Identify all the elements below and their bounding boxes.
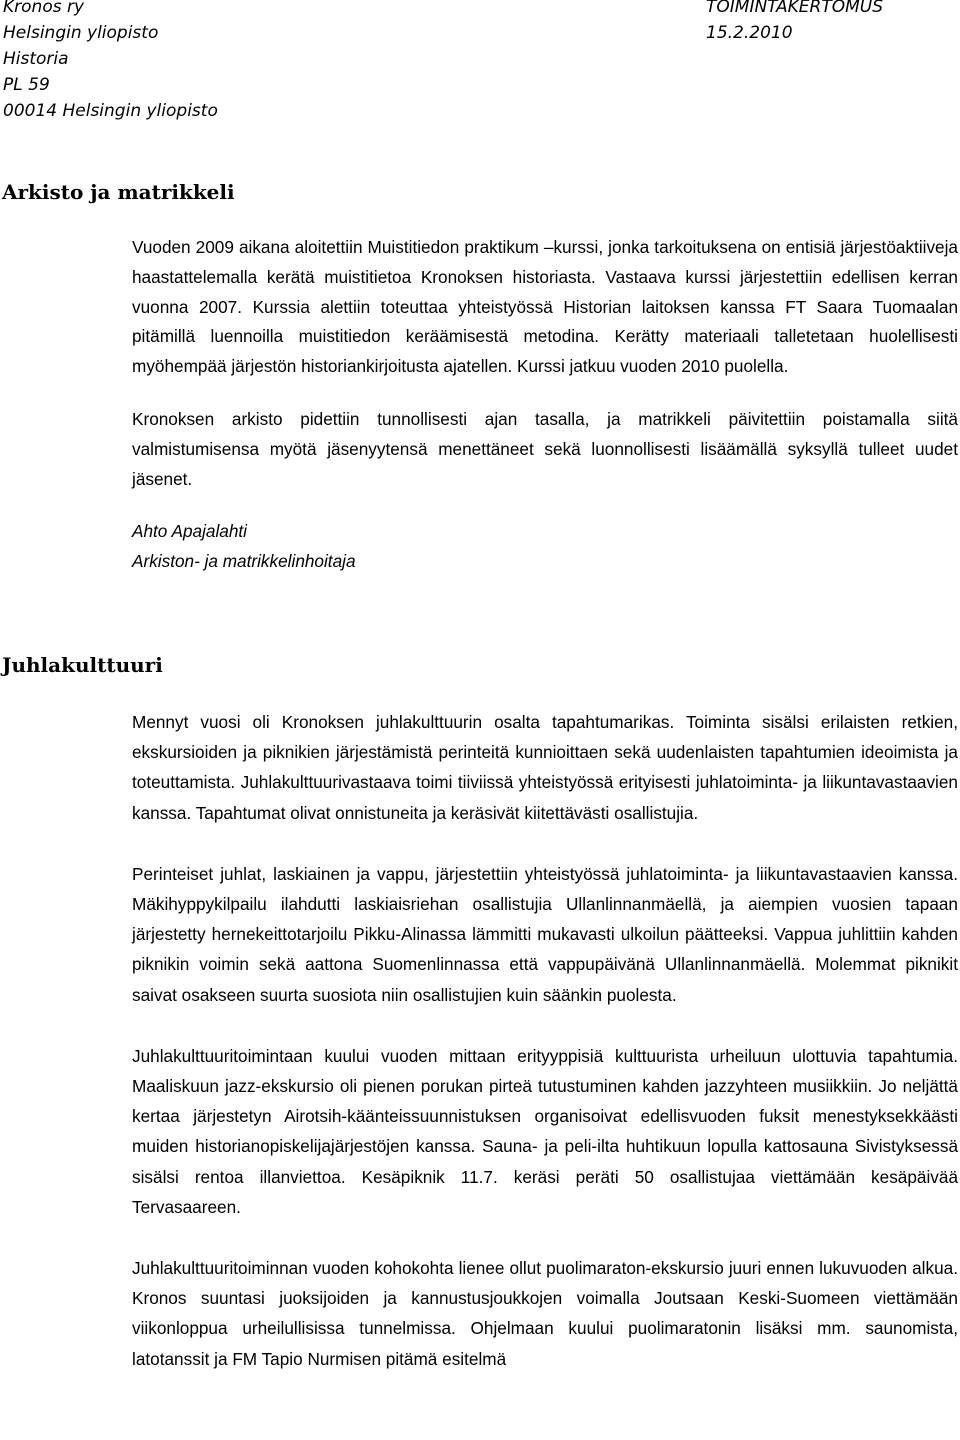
po-box: PL 59 [3,75,50,95]
section-title-arkisto: Arkisto ja matrikkeli [2,180,235,204]
signature-role: Arkiston- ja matrikkelinhoitaja [132,551,356,572]
organization-name: Kronos ry [3,0,85,17]
section-body-juhlakulttuuri [132,707,958,1374]
paragraph: Juhlakulttuuritoimintaan kuului vuoden mittaan erityyppisiä kulttuurista urheiluun ulottuvia tapahtumia. Maaliskuun jazz-ekskursio oli pienen porukan pirteä tutustuminen kahden jazzyhteen musiikkiin. Jo neljättä kertaa järjestetyn Airotsih-käänteissuunnistuksen organisoivat edellisvuoden fuksit menestyksekkäästi muiden historianopiskelijajärjestöjen kanssa. Sauna- ja peli-ilta huhtikuun lopulla kattosauna Sivistyksessä sisälsi rentoa illanviettoa. Kesäpiknik 11.7. keräsi peräti 50 osallistujaa viettämään kesäpäivää Tervasaareen. [132,1045,958,1217]
postal-address: 00014 Helsingin yliopisto [3,101,218,121]
sender-address-block [3,0,503,124]
document-type: TOIMINTAKERTOMUS [706,0,883,17]
paragraph: Mennyt vuosi oli Kronoksen juhlakulttuurin osalta tapahtumarikas. Toiminta sisälsi erilaisten retkien, ekskursioiden ja piknikien järjestämistä perinteitä kunnioittaen sekä uudenlaisten tapahtumien ideoimista ja toteuttamista. Juhlakulttuurivastaava toimi tiiviissä yhteistyössä erityisesti juhlatoiminta- ja liikuntavastaavien kanssa. Tapahtumat olivat onnistuneita ja keräsivät kiitettävästi osallistujia. [132,712,958,823]
paragraph: Vuoden 2009 aikana aloitettiin Muistitiedon praktikum –kurssi, jonka tarkoituksena on entisiä järjestöaktiiveja haastattelemalla kerätä muistitietoa Kronoksen historiasta. Vastaava kurssi järjestettiin edellisen kerran vuonna 2007. Kurssia alettiin toteuttaa yhteistyössä Historian laitoksen kanssa FT Saara Tuomaalan pitämillä luennoilla muistitiedon keräämisestä metodina. Kerätty materiaali talletetaan huolellisesti myöhempää järjestön historiankirjoitusta ajatellen. Kurssi jatkuu vuoden 2010 puolella. [132,237,958,377]
paragraph: Perinteiset juhlat, laskiainen ja vappu, järjestettiin yhteistyössä juhlatoiminta- ja liikuntavastaavien kanssa. Mäkihyppykilpailu ilahdutti laskiaisriehan osallistujia Ullanlinnanmäellä, ja aiempien vuosien tapaan järjestetty hernekeittotarjoilu Pikku-Alinassa lämmitti mukavasti ulkoilun päätteeksi. Vappua juhlittiin kahden piknikin voimin sekä aattona Suomenlinnassa että vappupäivänä Ullanlinnanmäellä. Molemmat piknikit saivat osakseen suurta suosiota niin osallistujien kuin säänkin puolesta. [132,863,958,1005]
signature-name: Ahto Apajalahti [132,521,247,542]
department-name: Historia [3,49,69,69]
document-date: 15.2.2010 [706,23,793,43]
document-meta-block [706,0,956,46]
section-body-arkisto [132,233,958,577]
university-name: Helsingin yliopisto [3,23,159,43]
paragraph: Juhlakulttuuritoiminnan vuoden kohokohta lienee ollut puolimaraton-ekskursio juuri ennen lukuvuoden alkua. Kronos suuntasi juoksijoiden ja kannustusjoukkojen voimalla Joutsaan Keski-Suomeen viettämään viikonloppua urheilullisissa tunnelmissa. Ohjelmaan kuului puolimaratonin lisäksi mm. saunomista, latotanssit ja FM Tapio Nurmisen pitämä esitelmä [132,1258,958,1369]
section-title-juhlakulttuuri: Juhlakulttuuri [2,653,163,677]
paragraph: Kronoksen arkisto pidettiin tunnollisesti ajan tasalla, ja matrikkeli päivitettiin poistamalla siitä valmistumisensa myötä jäsenyytensä menettäneet sekä luonnollisesti lisäämällä syksyllä tulleet uudet jäsenet. [132,408,958,489]
